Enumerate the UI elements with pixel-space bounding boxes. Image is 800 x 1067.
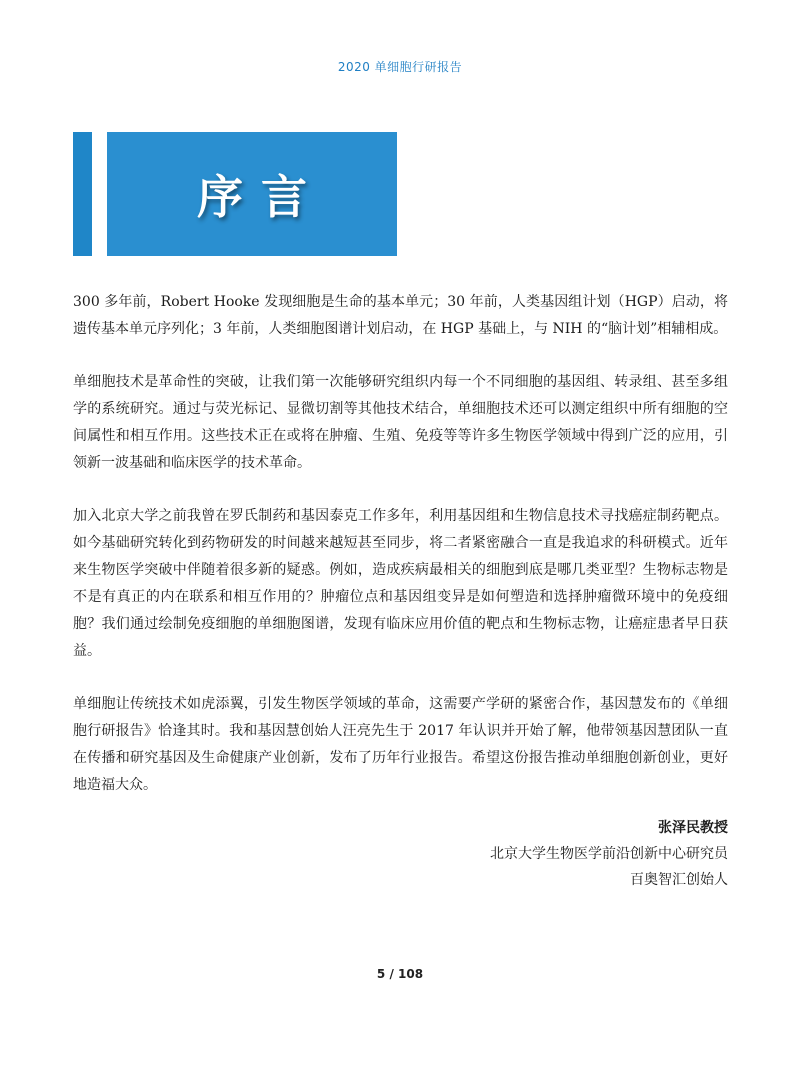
section-title: 序言 — [197, 170, 325, 224]
page-number: 5 / 108 — [376, 967, 424, 981]
paragraph-2: 单细胞技术是革命性的突破，让我们第一次能够研究组织内每一个不同细胞的基因组、转录组、甚至多组学的系统研究。通过与荧光标记、显微切割等其他技术结合，单细胞技术还可以测定组织中所有细胞的空间属性和相互作用。这些技术正在或将在肿瘤、生殖、免疫等等许多生物医学领域中得到广泛的应用，引领新一波基础和临床医学的技术革命。 — [73, 374, 728, 471]
report-header-title: 2020 单细胞行研报告 — [337, 60, 463, 74]
paragraph-3: 加入北京大学之前我曾在罗氏制药和基因泰克工作多年，利用基因组和生物信息技术寻找癌症制药靶点。如今基础研究转化到药物研发的时间越来越短甚至同步，将二者紧密融合一直是我追求的科研模式。近年来生物医学突破中伴随着很多新的疑惑。例如，造成疾病最相关的细胞到底是哪几类亚型？生物标志物是不是有真正的内在联系和相互作用的？肿瘤位点和基因组变异是如何塑造和选择肿瘤微环境中的免疫细胞？我们通过绘制免疫细胞的单细胞图谱，发现有临床应用价值的靶点和生物标志物，让癌症患者早日获益。 — [73, 508, 728, 659]
preface-body — [73, 289, 728, 825]
author-name: 张泽民教授 — [658, 820, 728, 836]
paragraph-1: 300 多年前，Robert Hooke 发现细胞是生命的基本单元；30 年前，人类基因组计划（HGP）启动，将遗传基本单元序列化；3 年前，人类细胞图谱计划启动，在 HGP 基础上，与 NIH 的“脑计划”相辅相成。 — [73, 294, 728, 337]
paragraph-4: 单细胞让传统技术如虎添翼，引发生物医学领域的革命，这需要产学研的紧密合作，基因慧发布的《单细胞行研报告》恰逢其时。我和基因慧创始人汪亮先生于 2017 年认识并开始了解，他带领基因慧团队一直在传播和研究基因及生命健康产业创新，发布了历年行业报告。希望这份报告推动单细胞创新创业，更好地造福大众。 — [73, 696, 728, 793]
banner-accent-bar — [73, 132, 92, 256]
author-title-2: 百奥智汇创始人 — [630, 872, 728, 888]
author-title-1: 北京大学生物医学前沿创新中心研究员 — [490, 846, 728, 862]
section-banner — [107, 132, 397, 256]
signature-block — [490, 815, 728, 893]
